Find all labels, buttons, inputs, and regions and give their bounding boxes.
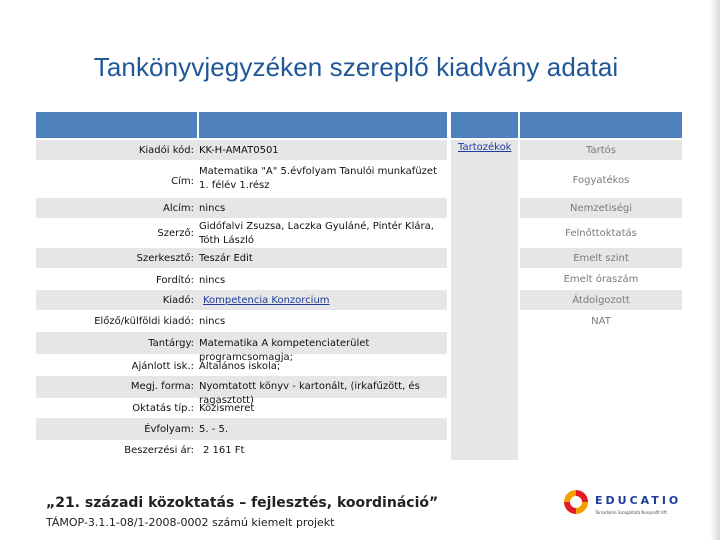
field-value: Általános iskola; bbox=[199, 361, 281, 372]
field-label: Kiadói kód: bbox=[138, 145, 194, 156]
field-value bbox=[203, 294, 451, 308]
logo-subtitle: Társadalmi Szolgáltató Nonprofit Kft. bbox=[595, 510, 669, 515]
table-header-cell bbox=[451, 112, 518, 138]
field-value: nincs bbox=[199, 203, 226, 214]
footer-quote: „21. századi közoktatás – fejlesztés, koordináció” bbox=[46, 495, 439, 511]
field-label: Tantárgy: bbox=[148, 338, 194, 349]
table-header-cell bbox=[520, 112, 682, 138]
field-value: Nyomtatott könyv - kartonált, (irkafűzött, és ragasztott) bbox=[199, 381, 420, 406]
field-label: Fordító: bbox=[156, 275, 194, 286]
flag-durable: Tartós bbox=[586, 145, 616, 156]
field-label: Szerkesztő: bbox=[136, 253, 194, 264]
footer-project: TÁMOP-3.1.1-08/1-2008-0002 számú kiemelt projekt bbox=[46, 516, 335, 529]
field-value: Matematika A kompetenciaterület programcsomagja; bbox=[199, 338, 370, 363]
flag-nat: NAT bbox=[591, 316, 611, 327]
field-label: Kiadó: bbox=[162, 295, 194, 306]
flag-extra-hours: Emelt óraszám bbox=[563, 274, 639, 285]
field-value: KK-H-AMAT0501 bbox=[199, 145, 279, 156]
page-edge-shadow bbox=[710, 0, 720, 540]
field-value: Matematika "A" 5.évfolyam Tanulói munkafüzet 1. félév 1.rész bbox=[199, 166, 437, 191]
field-value: nincs bbox=[199, 316, 226, 327]
field-label: Alcím: bbox=[162, 203, 194, 214]
field-value: Közismeret bbox=[199, 403, 255, 414]
field-value: 2 161 Ft bbox=[203, 445, 245, 456]
field-label: Ajánlott isk.: bbox=[131, 361, 194, 372]
logo-name: EDUCATIO bbox=[595, 494, 682, 507]
flag-nationality: Nemzetiségi bbox=[570, 203, 632, 214]
field-label: Évfolyam: bbox=[144, 424, 194, 435]
field-value: Teszár Edit bbox=[199, 253, 253, 264]
flag-revised: Átdolgozott bbox=[572, 295, 630, 306]
field-label: Előző/külföldi kiadó: bbox=[94, 316, 194, 327]
field-label: Oktatás típ.: bbox=[132, 403, 194, 414]
table-header-cell bbox=[199, 112, 447, 138]
field-label: Cím: bbox=[171, 176, 194, 187]
publisher-link[interactable]: Kompetencia Konzorcium bbox=[203, 295, 330, 306]
field-value: Gidófalvi Zsuzsa, Laczka Gyuláné, Pintér Klára, Tóth László bbox=[199, 221, 434, 246]
flag-advanced-level: Emelt szint bbox=[573, 253, 629, 264]
table-header-cell bbox=[36, 112, 197, 138]
field-value: nincs bbox=[199, 275, 226, 286]
flag-disabled: Fogyatékos bbox=[572, 175, 630, 186]
field-value: 5. - 5. bbox=[199, 424, 229, 435]
accessories-link[interactable]: Tartozékok bbox=[458, 142, 512, 153]
page-title: Tankönyvjegyzéken szereplő kiadvány adatai bbox=[93, 52, 619, 82]
field-label: Szerző: bbox=[157, 228, 194, 239]
field-label: Megj. forma: bbox=[130, 381, 194, 392]
field-label: Beszerzési ár: bbox=[124, 445, 194, 456]
flag-adult-education: Felnőttoktatás bbox=[565, 228, 637, 239]
accessories-column bbox=[451, 140, 518, 460]
